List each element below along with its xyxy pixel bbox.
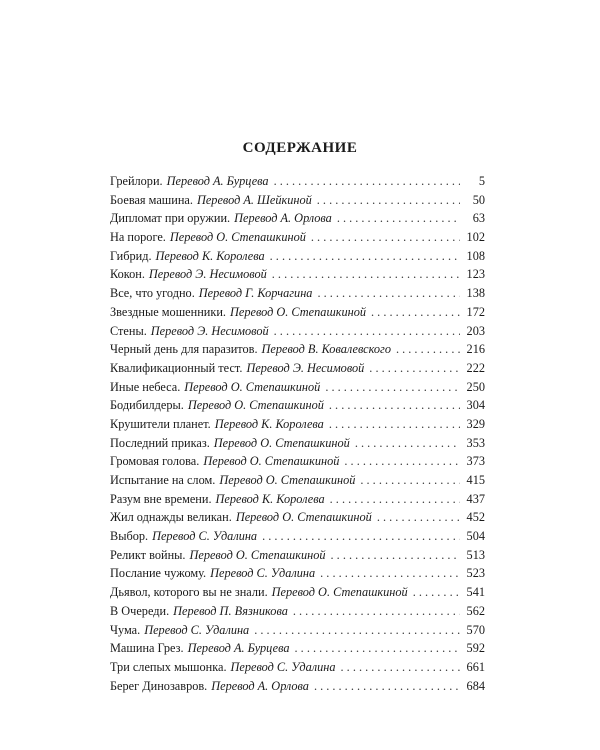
toc-list bbox=[110, 172, 485, 695]
entry-title: Квалификационный тест. bbox=[110, 360, 243, 375]
toc-entry bbox=[110, 583, 485, 602]
entry-page-number: 172 bbox=[466, 304, 485, 319]
entry-translator: Перевод В. Ковалевского bbox=[261, 342, 391, 357]
entry-page-number: 415 bbox=[466, 473, 485, 487]
toc-entry bbox=[110, 564, 485, 583]
entry-title: Кокон. bbox=[110, 267, 145, 282]
dot-leader bbox=[377, 508, 460, 527]
toc-entry bbox=[110, 284, 485, 303]
entry-translator: Перевод О. Степашкиной bbox=[169, 230, 306, 245]
dot-leader bbox=[272, 265, 460, 284]
dot-leader bbox=[341, 658, 460, 677]
entry-translator: Перевод О. Степашкиной bbox=[219, 473, 356, 487]
entry-title: Черный день для паразитов. bbox=[110, 342, 258, 357]
entry-title: Боевая машина. bbox=[110, 192, 193, 207]
toc-entry bbox=[110, 602, 485, 621]
toc-entry bbox=[110, 434, 485, 453]
dot-leader bbox=[329, 396, 460, 415]
dot-leader bbox=[325, 378, 460, 397]
entry-page-number: 452 bbox=[466, 510, 485, 525]
dot-leader bbox=[314, 677, 460, 696]
toc-entry bbox=[110, 452, 485, 471]
toc-entry bbox=[110, 658, 485, 677]
entry-title: Звездные мошенники. bbox=[110, 304, 226, 319]
dot-leader bbox=[355, 434, 460, 453]
entry-page-number: 684 bbox=[466, 678, 485, 693]
entry-page-number: 592 bbox=[466, 641, 485, 656]
entry-page-number: 50 bbox=[472, 192, 485, 207]
entry-title: Все, что угодно. bbox=[110, 286, 195, 301]
entry-translator: Перевод К. Королева bbox=[215, 491, 325, 506]
entry-title: Испытание на слом. bbox=[110, 473, 216, 487]
entry-page-number: 661 bbox=[466, 659, 485, 674]
entry-translator: Перевод А. Орлова bbox=[211, 678, 309, 693]
toc-entry bbox=[110, 191, 485, 210]
entry-translator: Перевод С. Удалина bbox=[210, 566, 316, 581]
entry-translator: Перевод Э. Несимовой bbox=[246, 360, 365, 375]
dot-leader bbox=[254, 621, 460, 640]
entry-translator: Перевод О. Степашкиной bbox=[187, 398, 324, 413]
entry-page-number: 329 bbox=[466, 416, 485, 431]
entry-translator: Перевод О. Степашкиной bbox=[184, 379, 321, 394]
dot-leader bbox=[317, 284, 460, 303]
entry-page-number: 304 bbox=[466, 398, 485, 413]
entry-page-number: 108 bbox=[466, 248, 485, 263]
dot-leader bbox=[371, 303, 460, 322]
entry-title: Жил однажды великан. bbox=[110, 510, 232, 525]
entry-translator: Перевод А. Орлова bbox=[234, 211, 332, 226]
entry-title: Гибрид. bbox=[110, 248, 152, 263]
entry-title: Выбор. bbox=[110, 529, 149, 544]
entry-page-number: 203 bbox=[466, 323, 485, 338]
entry-title: Иные небеса. bbox=[110, 379, 181, 394]
toc-entry bbox=[110, 415, 485, 434]
toc-entry bbox=[110, 172, 485, 191]
entry-title: Чума. bbox=[110, 622, 141, 637]
entry-translator: Перевод К. Королева bbox=[155, 248, 265, 263]
entry-title: Машина Грез. bbox=[110, 641, 184, 656]
dot-leader bbox=[274, 172, 460, 191]
entry-page-number: 541 bbox=[466, 585, 485, 600]
entry-translator: Перевод С. Удалина bbox=[144, 622, 250, 637]
toc-entry bbox=[110, 471, 485, 490]
entry-title: Дьявол, которого вы не знали. bbox=[110, 585, 268, 600]
dot-leader bbox=[317, 191, 460, 210]
toc-entry bbox=[110, 546, 485, 565]
toc-entry bbox=[110, 378, 485, 397]
dot-leader bbox=[293, 602, 460, 621]
entry-page-number: 504 bbox=[466, 529, 485, 544]
entry-translator: Перевод П. Вязникова bbox=[173, 603, 288, 618]
entry-translator: Перевод О. Степашкиной bbox=[213, 435, 350, 450]
toc-entry bbox=[110, 508, 485, 527]
entry-title: Три слепых мышонка. bbox=[110, 659, 227, 674]
entry-translator: Перевод К. Королева bbox=[214, 416, 324, 431]
entry-title: Дипломат при оружии. bbox=[110, 211, 231, 226]
entry-title: Берег Динозавров. bbox=[110, 678, 208, 693]
entry-title: Реликт войны. bbox=[110, 547, 186, 562]
entry-translator: Перевод А. Бурцева bbox=[166, 174, 269, 188]
entry-page-number: 250 bbox=[466, 379, 485, 394]
entry-title: Стены. bbox=[110, 323, 147, 338]
dot-leader bbox=[329, 415, 460, 434]
dot-leader bbox=[270, 247, 460, 266]
dot-leader bbox=[331, 546, 460, 565]
toc-entry bbox=[110, 322, 485, 341]
toc-entry bbox=[110, 677, 485, 696]
dot-leader bbox=[320, 564, 460, 583]
dot-leader bbox=[369, 359, 460, 378]
dot-leader bbox=[311, 228, 460, 247]
toc-entry bbox=[110, 247, 485, 266]
toc-entry bbox=[110, 265, 485, 284]
entry-title: Послание чужому. bbox=[110, 566, 207, 581]
entry-translator: Перевод О. Степашкиной bbox=[189, 547, 326, 562]
toc-entry bbox=[110, 639, 485, 658]
entry-translator: Перевод А. Шейкиной bbox=[196, 192, 312, 207]
toc-entry bbox=[110, 490, 485, 509]
entry-translator: Перевод О. Степашкиной bbox=[271, 585, 408, 600]
entry-title: Последний приказ. bbox=[110, 435, 210, 450]
entry-page-number: 216 bbox=[466, 342, 485, 357]
entry-title: На пороге. bbox=[110, 230, 166, 245]
dot-leader bbox=[295, 639, 460, 658]
entry-page-number: 373 bbox=[466, 454, 485, 469]
entry-translator: Перевод С. Удалина bbox=[230, 659, 336, 674]
entry-translator: Перевод С. Удалина bbox=[152, 529, 258, 544]
toc-entry bbox=[110, 228, 485, 247]
entry-translator: Перевод О. Степашкиной bbox=[203, 454, 340, 469]
entry-translator: Перевод А. Бурцева bbox=[187, 641, 290, 656]
entry-translator: Перевод Э. Несимовой bbox=[148, 267, 267, 282]
dot-leader bbox=[337, 209, 460, 228]
dot-leader bbox=[274, 322, 460, 341]
entry-title: Громовая голова. bbox=[110, 454, 200, 469]
entry-page-number: 353 bbox=[466, 435, 485, 450]
toc-entry bbox=[110, 621, 485, 640]
toc-entry bbox=[110, 359, 485, 378]
entry-title: В Очереди. bbox=[110, 603, 170, 618]
entry-page-number: 5 bbox=[478, 174, 485, 188]
entry-page-number: 562 bbox=[466, 603, 485, 618]
toc-entry bbox=[110, 209, 485, 228]
toc-heading: СОДЕРЖАНИЕ bbox=[242, 140, 358, 156]
dot-leader bbox=[262, 527, 460, 546]
entry-translator: Перевод О. Степашкиной bbox=[230, 304, 367, 319]
toc-entry bbox=[110, 303, 485, 322]
entry-page-number: 63 bbox=[472, 211, 485, 226]
entry-page-number: 437 bbox=[466, 491, 485, 506]
dot-leader bbox=[330, 490, 460, 509]
entry-title: Крушители планет. bbox=[110, 416, 211, 431]
entry-page-number: 102 bbox=[466, 230, 485, 245]
entry-page-number: 222 bbox=[466, 360, 485, 375]
toc-entry bbox=[110, 396, 485, 415]
entry-translator: Перевод Г. Корчагина bbox=[198, 286, 313, 301]
entry-page-number: 138 bbox=[466, 286, 485, 301]
toc-entry bbox=[110, 527, 485, 546]
toc-entry bbox=[110, 340, 485, 359]
entry-page-number: 570 bbox=[466, 622, 485, 637]
dot-leader bbox=[413, 583, 460, 602]
entry-page-number: 523 bbox=[466, 566, 485, 581]
dot-leader bbox=[344, 452, 460, 471]
entry-title: Бодибилдеры. bbox=[110, 398, 184, 413]
entry-title: Разум вне времени. bbox=[110, 491, 212, 506]
dot-leader bbox=[396, 340, 460, 359]
entry-page-number: 123 bbox=[466, 267, 485, 282]
entry-page-number: 513 bbox=[466, 547, 485, 562]
entry-translator: Перевод О. Степашкиной bbox=[235, 510, 372, 525]
entry-translator: Перевод Э. Несимовой bbox=[150, 323, 269, 338]
entry-title: Грейлори. bbox=[110, 174, 163, 188]
dot-leader bbox=[360, 471, 460, 490]
